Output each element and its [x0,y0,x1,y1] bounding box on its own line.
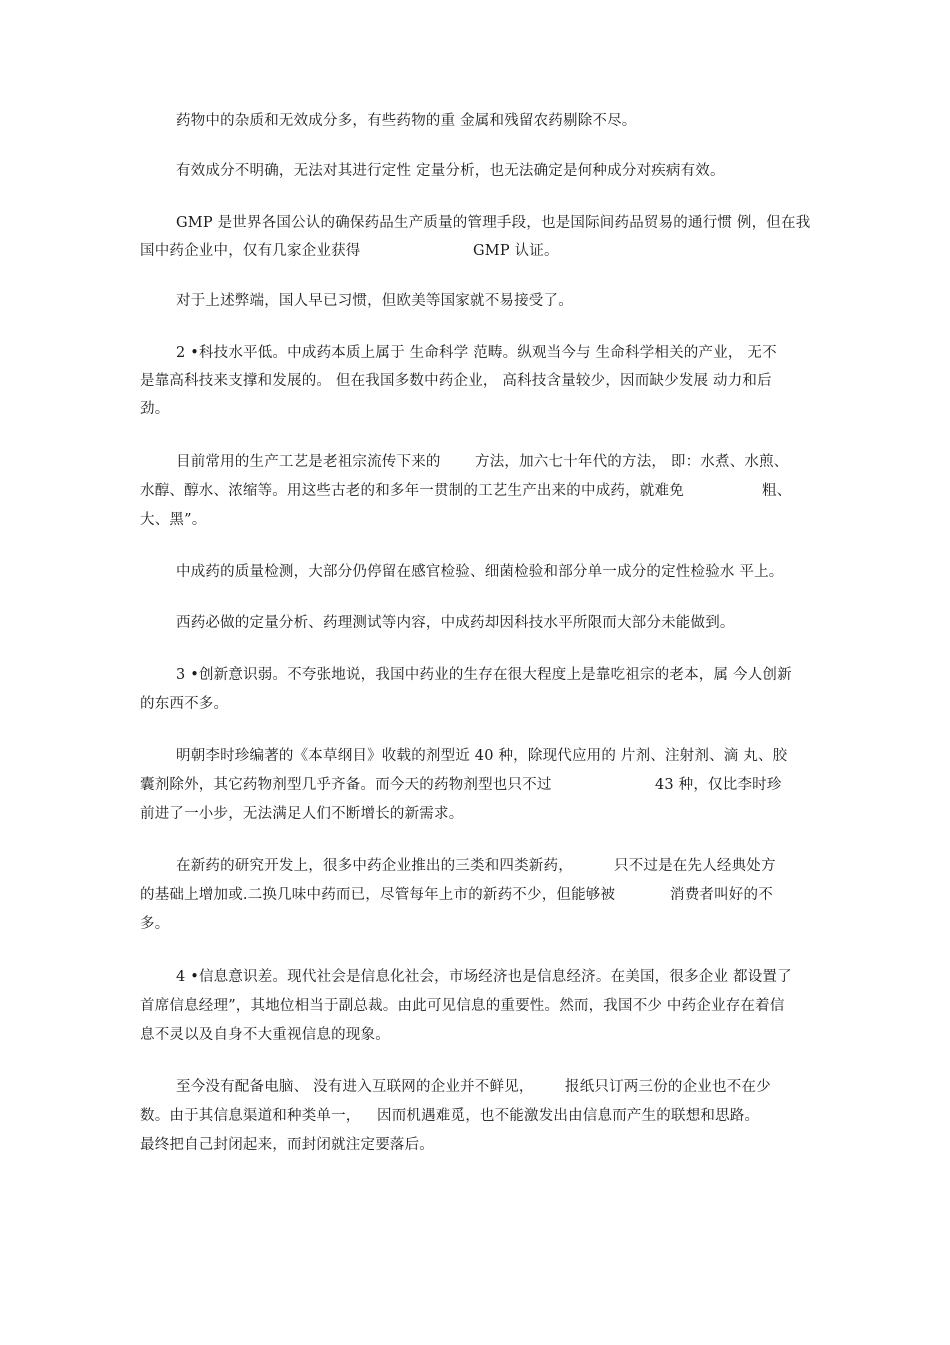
text-line: 劲。 [140,401,170,417]
text-line: 国中药企业中，仅有几家企业获得 [140,243,361,259]
text-line: 的东西不多。 [140,696,229,712]
text-line: 明朝李时珍编著的《本草纲目》收载的剂型近 40 种，除现代应用的 片剂、注射剂、滴 丸、胶 [176,748,788,764]
text-line: 消费者叫好的不 [670,887,773,903]
text-line: 前进了一小步，无法满足人们不断增长的新需求。 [140,806,464,822]
text-line: 报纸只订两三份的企业也不在少 [565,1079,771,1095]
text-line: 大、黑”。 [140,512,207,528]
text-line: 只不过是在先人经典处方 [614,858,776,874]
text-line: 粗、 [762,483,792,499]
text-line: 药物中的杂质和无效成分多，有些药物的重 金属和残留农药剔除不尽。 [176,113,637,129]
text-line: 43 种，仅比李时珍 [655,777,782,793]
text-line: 3 •创新意识弱。不夸张地说，我国中药业的生存在很大程度上是靠吃祖宗的老本，属 今人创新 [176,667,792,683]
text-line: 对于上述弊端，国人早已习惯，但欧美等国家就不易接受了。 [176,293,573,309]
text-line: 有效成分不明确，无法对其进行定性 定量分析，也无法确定是何种成分对疾病有效。 [176,163,725,179]
text-line: 首席信息经理”，其地位相当于副总裁。由此可见信息的重要性。然而，我国不少 中药企业存在着信 [140,998,785,1014]
text-line: 最终把自己封闭起来，而封闭就注定要落后。 [140,1137,434,1153]
text-line: 中成药的质量检测，大部分仍停留在感官检验、细菌检验和部分单一成分的定性检验水 平上。 [176,564,784,580]
text-line: 目前常用的生产工艺是老祖宗流传下来的 [176,454,441,470]
text-line: GMP 认证。 [473,243,559,259]
text-line: 多。 [140,916,170,932]
text-line: 息不灵以及自身不大重视信息的现象。 [140,1027,390,1043]
text-line: 水醇、醇水、浓缩等。用这些古老的和多年一贯制的工艺生产出来的中成药，就难免 [140,483,684,499]
text-line: 西药必做的定量分析、药理测试等内容，中成药却因科技水平所限而大部分未能做到。 [176,615,735,631]
text-line: 的基础上增加或.二换几味中药而已，尽管每年上市的新药不少，但能够被 [140,887,616,903]
text-line: 囊剂除外，其它药物剂型几乎齐备。而今天的药物剂型也只不过 [140,777,552,793]
text-line: 方法，加六七十年代的方法， 即：水煮、水煎、 [475,454,789,470]
text-line: 4 •信息意识差。现代社会是信息化社会，市场经济也是信息经济。在美国，很多企业 都设置了 [176,969,792,985]
text-line: 数。由于其信息渠道和种类单一， [140,1108,361,1124]
text-line: 至今没有配备电脑、 没有进入互联网的企业并不鲜见， [176,1079,534,1095]
text-line: GMP 是世界各国公认的确保药品生产质量的管理手段，也是国际间药品贸易的通行惯 例，但在我 [176,215,811,231]
text-line: 因而机遇难觅，也不能激发出由信息而产生的联想和思路。 [377,1108,760,1124]
text-line: 是靠高科技来支撑和发展的。 但在我国多数中药企业， 高科技含量较少，因而缺少发展 动力和后 [140,373,772,389]
text-line: 在新药的研究开发上，很多中药企业推出的三类和四类新药， [176,858,573,874]
text-line: 2 •科技水平低。中成药本质上属于 生命科学 范畴。纵观当今与 生命科学相关的产业， 无不 [176,345,777,361]
